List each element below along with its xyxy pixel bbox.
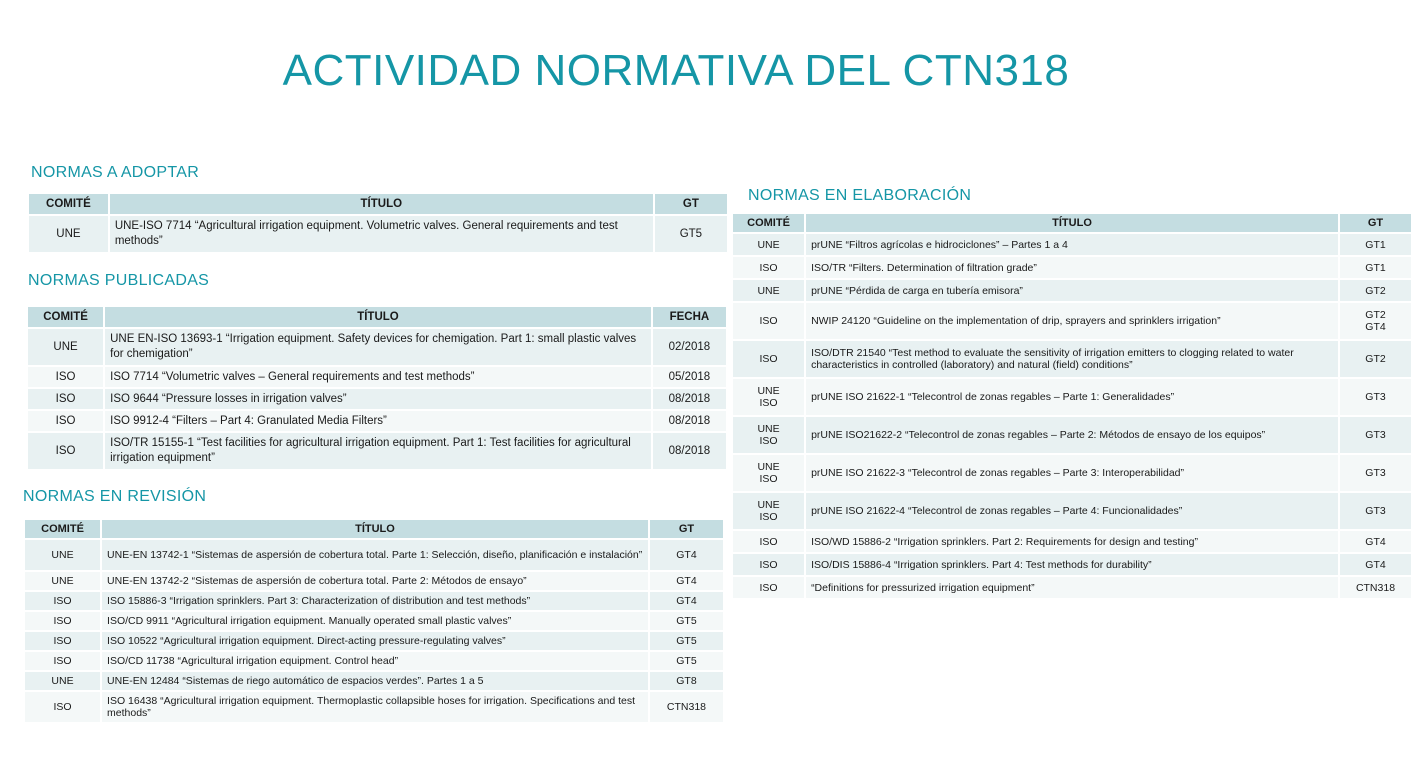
table-row	[25, 572, 723, 590]
table-row	[28, 411, 726, 431]
table-row	[733, 234, 1411, 255]
heading-normas-en-revision: NORMAS EN REVISIÓN	[23, 488, 207, 505]
cell-titulo: ISO/TR 15155-1 “Test facilities for agricultural irrigation equipment. Part 1: Test facilities for agricultural irrigation equipment”	[105, 433, 651, 469]
column-header-third: FECHA	[653, 307, 726, 327]
cell-titulo: UNE EN-ISO 13693-1 “Irrigation equipment. Safety devices for chemigation. Part 1: small plastic valves for chemigation”	[105, 329, 651, 365]
column-header-titulo: TÍTULO	[102, 520, 648, 538]
cell-third: GT4	[1340, 554, 1411, 575]
cell-comite: ISO	[28, 411, 103, 431]
cell-third: GT1	[1340, 257, 1411, 278]
cell-comite: ISO	[28, 367, 103, 387]
cell-third: CTN318	[650, 692, 723, 722]
cell-third: GT4	[650, 572, 723, 590]
cell-titulo: UNE-ISO 7714 “Agricultural irrigation equipment. Volumetric valves. General requirements and test methods”	[110, 216, 653, 252]
column-header-third: GT	[1340, 214, 1411, 232]
cell-third: GT8	[650, 672, 723, 690]
table-row	[28, 329, 726, 365]
cell-third: GT3	[1340, 493, 1411, 529]
heading-normas-en-elaboracion: NORMAS EN ELABORACIÓN	[748, 187, 972, 204]
cell-comite: UNE	[29, 216, 108, 252]
cell-titulo: ISO/CD 11738 “Agricultural irrigation equipment. Control head”	[102, 652, 648, 670]
table-normas-en-revision	[23, 518, 725, 724]
cell-comite: ISO	[25, 692, 100, 722]
table-row	[733, 455, 1411, 491]
table-row	[25, 692, 723, 722]
cell-comite: UNE ISO	[733, 417, 804, 453]
header-row	[25, 520, 723, 538]
column-header-comite: COMITÉ	[29, 194, 108, 214]
cell-comite: ISO	[733, 554, 804, 575]
table-row	[733, 257, 1411, 278]
cell-third: 08/2018	[653, 433, 726, 469]
cell-third: GT4	[650, 592, 723, 610]
cell-titulo: ISO 7714 “Volumetric valves – General requirements and test methods”	[105, 367, 651, 387]
cell-titulo: ISO 9912-4 “Filters – Part 4: Granulated Media Filters”	[105, 411, 651, 431]
cell-third: GT2 GT4	[1340, 303, 1411, 339]
table-row	[29, 216, 727, 252]
table-row	[28, 367, 726, 387]
cell-comite: ISO	[28, 389, 103, 409]
table-row	[25, 592, 723, 610]
cell-third: GT5	[650, 632, 723, 650]
cell-third: GT3	[1340, 455, 1411, 491]
cell-titulo: NWIP 24120 “Guideline on the implementation of drip, sprayers and sprinklers irrigation”	[806, 303, 1338, 339]
cell-titulo: ISO/CD 9911 “Agricultural irrigation equipment. Manually operated small plastic valves”	[102, 612, 648, 630]
cell-third: GT3	[1340, 417, 1411, 453]
table-row	[733, 303, 1411, 339]
table-row	[25, 652, 723, 670]
cell-comite: ISO	[733, 257, 804, 278]
cell-titulo: ISO/WD 15886-2 “Irrigation sprinklers. Part 2: Requirements for design and testing”	[806, 531, 1338, 552]
cell-titulo: ISO 15886-3 “Irrigation sprinklers. Part 3: Characterization of distribution and test methods”	[102, 592, 648, 610]
cell-comite: ISO	[733, 577, 804, 598]
column-header-comite: COMITÉ	[25, 520, 100, 538]
cell-comite: ISO	[733, 341, 804, 377]
cell-third: GT5	[650, 612, 723, 630]
cell-comite: ISO	[733, 303, 804, 339]
column-header-titulo: TÍTULO	[110, 194, 653, 214]
cell-titulo: prUNE ISO21622-2 “Telecontrol de zonas regables – Parte 2: Métodos de ensayo de los equipos”	[806, 417, 1338, 453]
column-header-titulo: TÍTULO	[806, 214, 1338, 232]
table-row	[733, 341, 1411, 377]
cell-titulo: ISO/TR “Filters. Determination of filtration grade”	[806, 257, 1338, 278]
table-row	[25, 632, 723, 650]
table-row	[733, 493, 1411, 529]
cell-third: GT3	[1340, 379, 1411, 415]
column-header-titulo: TÍTULO	[105, 307, 651, 327]
column-header-comite: COMITÉ	[28, 307, 103, 327]
cell-comite: ISO	[25, 612, 100, 630]
cell-titulo: UNE-EN 13742-1 “Sistemas de aspersión de cobertura total. Parte 1: Selección, diseño, planificación e instalación”	[102, 540, 648, 570]
column-header-comite: COMITÉ	[733, 214, 804, 232]
cell-third: 08/2018	[653, 411, 726, 431]
cell-comite: ISO	[25, 632, 100, 650]
cell-titulo: ISO 9644 “Pressure losses in irrigation valves”	[105, 389, 651, 409]
cell-comite: ISO	[25, 592, 100, 610]
table-row	[28, 389, 726, 409]
cell-third: GT4	[650, 540, 723, 570]
header-row	[29, 194, 727, 214]
cell-comite: ISO	[25, 652, 100, 670]
table-row	[733, 280, 1411, 301]
header-row	[28, 307, 726, 327]
table-row	[733, 417, 1411, 453]
heading-normas-publicadas: NORMAS PUBLICADAS	[28, 272, 210, 289]
cell-comite: UNE	[25, 572, 100, 590]
cell-comite: UNE ISO	[733, 493, 804, 529]
cell-comite: UNE	[733, 234, 804, 255]
heading-normas-a-adoptar: NORMAS A ADOPTAR	[31, 164, 200, 181]
cell-third: GT5	[655, 216, 727, 252]
cell-comite: ISO	[733, 531, 804, 552]
column-header-third: GT	[650, 520, 723, 538]
cell-titulo: ISO/DTR 21540 “Test method to evaluate the sensitivity of irrigation emitters to clogging related to water characteristics in controlled (laboratory) and natural (field) conditions”	[806, 341, 1338, 377]
table-row	[25, 612, 723, 630]
table-normas-a-adoptar	[27, 192, 729, 254]
cell-third: 02/2018	[653, 329, 726, 365]
cell-titulo: UNE-EN 12484 “Sistemas de riego automático de espacios verdes”. Partes 1 a 5	[102, 672, 648, 690]
cell-titulo: “Definitions for pressurized irrigation equipment”	[806, 577, 1338, 598]
cell-third: GT2	[1340, 280, 1411, 301]
cell-third: CTN318	[1340, 577, 1411, 598]
cell-titulo: prUNE ISO 21622-3 “Telecontrol de zonas regables – Parte 3: Interoperabilidad”	[806, 455, 1338, 491]
cell-comite: UNE ISO	[733, 379, 804, 415]
cell-comite: ISO	[28, 433, 103, 469]
cell-comite: UNE	[25, 540, 100, 570]
page-title: ACTIVIDAD NORMATIVA DEL CTN318	[282, 46, 1070, 95]
cell-titulo: UNE-EN 13742-2 “Sistemas de aspersión de cobertura total. Parte 2: Métodos de ensayo”	[102, 572, 648, 590]
table-normas-en-elaboracion	[731, 212, 1413, 600]
cell-comite: UNE	[25, 672, 100, 690]
cell-titulo: prUNE ISO 21622-1 “Telecontrol de zonas regables – Parte 1: Generalidades”	[806, 379, 1338, 415]
cell-titulo: ISO 10522 “Agricultural irrigation equipment. Direct-acting pressure-regulating valves”	[102, 632, 648, 650]
table-normas-publicadas	[26, 305, 728, 471]
table-row	[733, 577, 1411, 598]
cell-comite: UNE	[28, 329, 103, 365]
table-row	[733, 531, 1411, 552]
cell-titulo: prUNE “Pérdida de carga en tubería emisora”	[806, 280, 1338, 301]
header-row	[733, 214, 1411, 232]
column-header-third: GT	[655, 194, 727, 214]
cell-third: GT4	[1340, 531, 1411, 552]
table-row	[25, 540, 723, 570]
cell-third: GT1	[1340, 234, 1411, 255]
table-row	[28, 433, 726, 469]
cell-comite: UNE ISO	[733, 455, 804, 491]
cell-third: GT5	[650, 652, 723, 670]
cell-third: 05/2018	[653, 367, 726, 387]
cell-third: GT2	[1340, 341, 1411, 377]
cell-titulo: prUNE ISO 21622-4 “Telecontrol de zonas regables – Parte 4: Funcionalidades”	[806, 493, 1338, 529]
cell-titulo: ISO 16438 “Agricultural irrigation equipment. Thermoplastic collapsible hoses for irrigation. Specifications and test methods”	[102, 692, 648, 722]
cell-third: 08/2018	[653, 389, 726, 409]
cell-titulo: ISO/DIS 15886-4 “Irrigation sprinklers. Part 4: Test methods for durability”	[806, 554, 1338, 575]
table-row	[733, 379, 1411, 415]
table-row	[733, 554, 1411, 575]
cell-comite: UNE	[733, 280, 804, 301]
table-row	[25, 672, 723, 690]
cell-titulo: prUNE “Filtros agrícolas e hidrociclones” – Partes 1 a 4	[806, 234, 1338, 255]
